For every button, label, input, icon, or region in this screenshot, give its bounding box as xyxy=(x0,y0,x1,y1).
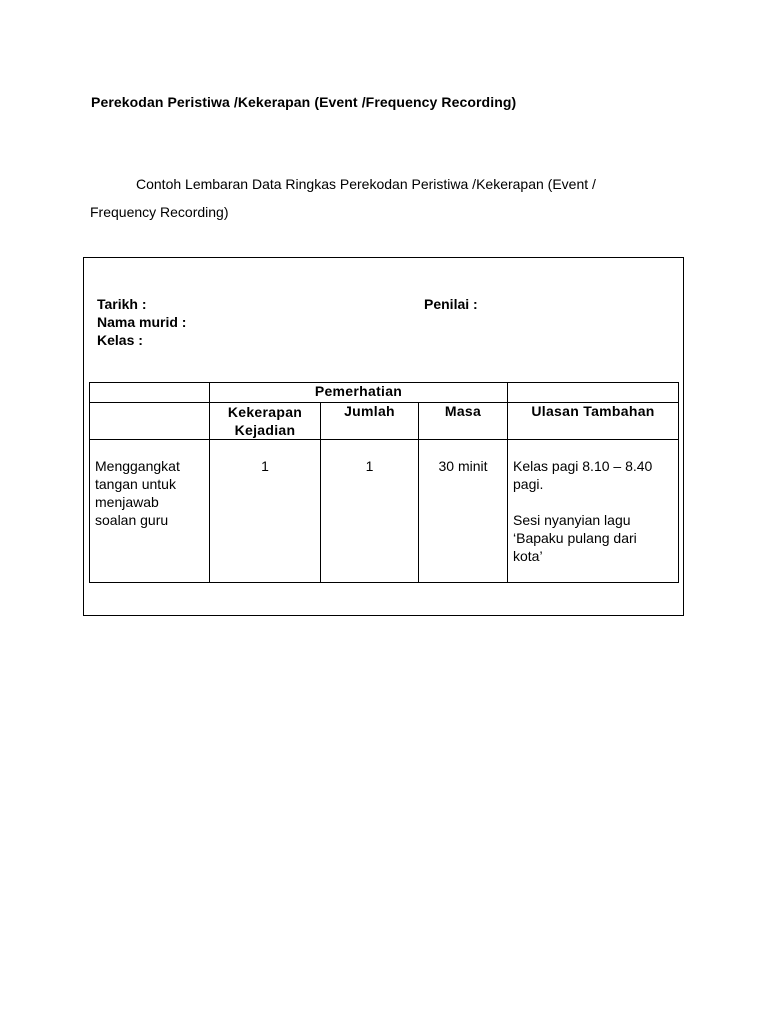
assessor-label: Penilai : xyxy=(424,296,478,312)
behaviour-header xyxy=(90,403,210,440)
remarks-line: ‘Bapaku pulang dari xyxy=(513,530,637,546)
total-value: 1 xyxy=(365,458,374,474)
frequency-header xyxy=(210,403,321,440)
remarks-header: Ulasan Tambahan xyxy=(508,403,679,440)
behaviour-line: menjawab xyxy=(95,494,159,510)
date-label: Tarikh : xyxy=(97,296,147,312)
remarks-line: pagi. xyxy=(513,476,544,492)
behaviour-line: Menggangkat xyxy=(95,458,180,474)
recording-table xyxy=(89,382,679,583)
class-label: Kelas : xyxy=(97,332,143,348)
behaviour-cell xyxy=(90,440,210,583)
intro-line-2: Frequency Recording) xyxy=(90,204,229,220)
duration-header: Masa xyxy=(419,403,508,440)
frequency-cell xyxy=(210,440,321,583)
remarks-line: kota’ xyxy=(513,548,543,564)
frequency-value: 1 xyxy=(261,458,269,474)
student-name-label: Nama murid : xyxy=(97,314,187,330)
duration-value: 30 minit xyxy=(438,458,488,474)
group-header-row xyxy=(90,383,679,403)
remarks-line: Kelas pagi 8.10 – 8.40 xyxy=(513,458,653,474)
duration-cell xyxy=(419,440,508,583)
observation-header: Pemerhatian xyxy=(210,383,508,403)
remarks-line: Sesi nyanyian lagu xyxy=(513,512,631,528)
behaviour-line: tangan untuk xyxy=(95,476,176,492)
column-header-row xyxy=(90,403,679,440)
remarks-cell xyxy=(508,440,679,583)
frequency-header-text: Kekerapan Kejadian xyxy=(227,404,303,438)
total-cell xyxy=(321,440,419,583)
intro-paragraph xyxy=(90,170,650,226)
table-row xyxy=(90,440,679,583)
student-info xyxy=(97,295,186,349)
document-title: Perekodan Peristiwa /Kekerapan (Event /Frequency Recording) xyxy=(91,94,517,110)
behaviour-line: soalan guru xyxy=(95,512,169,528)
total-header: Jumlah xyxy=(321,403,419,440)
empty-header-cell xyxy=(508,383,679,403)
empty-header-cell xyxy=(90,383,210,403)
intro-line-1: Contoh Lembaran Data Ringkas Perekodan Peristiwa /Kekerapan (Event / xyxy=(136,176,596,192)
